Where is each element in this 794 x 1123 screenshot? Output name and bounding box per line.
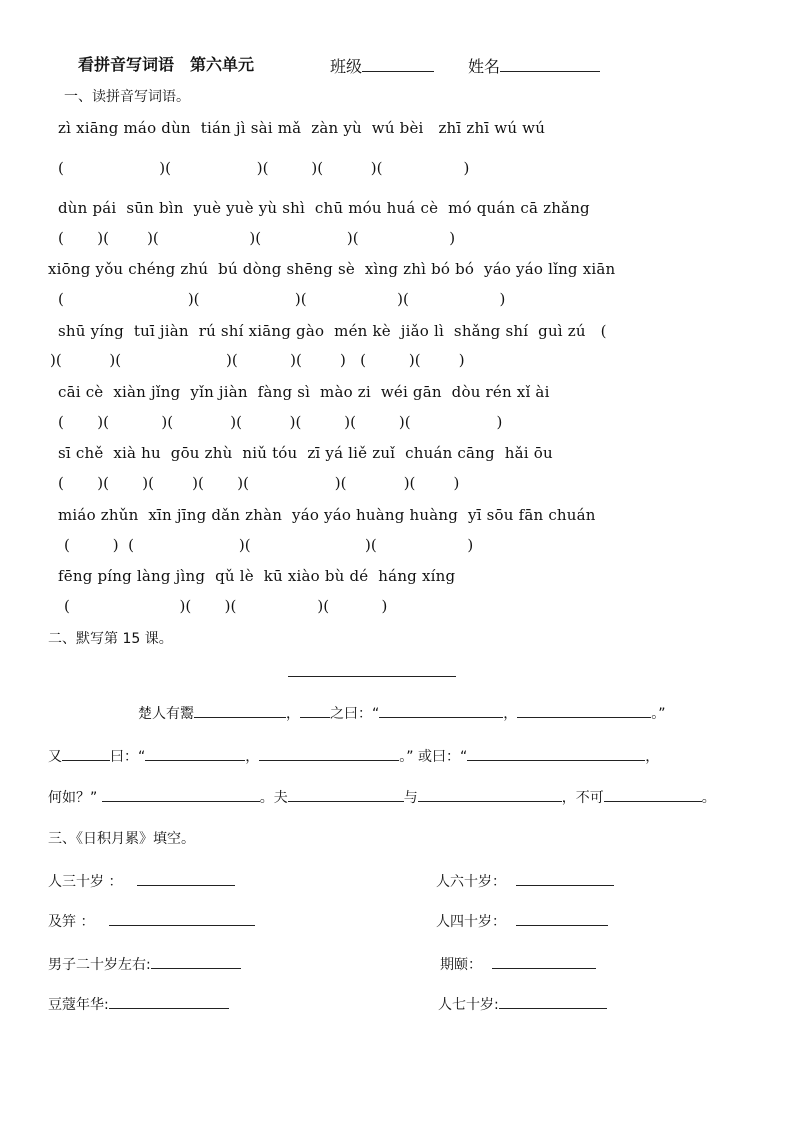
blank[interactable] [379, 703, 503, 718]
fill-item-right-1: 人六十岁： [436, 871, 614, 891]
fill-item-right-3: 期颐： [440, 954, 596, 974]
fill-item-left-4: 豆蔻年华: [48, 994, 229, 1014]
blank[interactable] [288, 787, 404, 802]
blank[interactable] [300, 703, 330, 718]
fill-item-left-2: 及笄 ： [48, 911, 255, 931]
blank[interactable] [151, 954, 241, 969]
blank[interactable] [517, 703, 651, 718]
bracket-row-1: ( )( )( )( )( ) [58, 159, 470, 177]
class-label: 班级 [330, 54, 434, 77]
pinyin-row-6: sī chě xià hu gōu zhù niǔ tóu zī yá liě zuǐ chuán cāng hǎi ōu [58, 444, 553, 462]
blank[interactable] [137, 871, 235, 886]
bracket-row-7: ( ) ( )( )( ) [64, 536, 474, 554]
blank[interactable] [516, 871, 614, 886]
bracket-row-2: ( )( )( )( )( ) [58, 229, 456, 247]
section2-heading: 二、默写第 15 课。 [48, 631, 173, 647]
fill-item-right-2: 人四十岁： [436, 911, 608, 931]
blank[interactable] [418, 787, 562, 802]
blank[interactable] [145, 746, 245, 761]
bracket-row-4: )( )( )( )( ) ( )( ) [50, 351, 465, 369]
blank[interactable] [492, 954, 596, 969]
blank[interactable] [499, 994, 607, 1009]
pinyin-row-4: shū yíng tuī jiàn rú shí xiāng gào mén kè jiǎo lì shǎng shí guì zú ( [58, 322, 607, 340]
bracket-row-6: ( )( )( )( )( )( )( ) [58, 474, 460, 492]
fill-item-left-1: 人三十岁 ： [48, 871, 235, 891]
bracket-row-5: ( )( )( )( )( )( )( ) [58, 413, 503, 431]
section1-heading: 一、读拼音写词语。 [64, 89, 190, 105]
recitation-line-1: 楚人有鬻 ， 之曰：“ ， 。” [138, 703, 666, 723]
pinyin-row-1: zì xiāng máo dùn tián jì sài mǎ zàn yù wú bèi zhī zhī wú wú [58, 119, 546, 137]
pinyin-row-5: cāi cè xiàn jǐng yǐn jiàn fàng sì mào zi wéi gān dòu rén xǐ ài [58, 383, 550, 401]
title-blank[interactable] [288, 676, 456, 677]
blank[interactable] [259, 746, 399, 761]
pinyin-row-3: xiōng yǒu chéng zhú bú dòng shēng sè xìng zhì bó bó yáo yáo lǐng xiān [48, 260, 616, 278]
blank[interactable] [604, 787, 702, 802]
blank[interactable] [109, 911, 255, 926]
blank[interactable] [102, 787, 260, 802]
blank[interactable] [194, 703, 286, 718]
section3-heading: 三、《日积月累》填空。 [48, 831, 195, 847]
blank[interactable] [109, 994, 229, 1009]
pinyin-row-8: fēng píng làng jìng qǔ lè kū xiào bù dé háng xíng [58, 567, 456, 585]
blank[interactable] [516, 911, 608, 926]
fill-item-right-4: 人七十岁: [438, 994, 607, 1014]
pinyin-row-2: dùn pái sūn bìn yuè yuè yù shì chū móu huá cè mó quán cā zhǎng [58, 199, 590, 217]
bracket-row-8: ( )( )( )( ) [64, 597, 388, 615]
fill-item-left-3: 男子二十岁左右: [48, 954, 241, 974]
page-title: 看拼音写词语 第六单元 [78, 55, 255, 74]
blank[interactable] [62, 746, 110, 761]
bracket-row-3: ( )( )( )( ) [58, 290, 506, 308]
name-label: 姓名 [468, 54, 600, 77]
recitation-line-3: 何如？” 。夫 与 ，不可 。 [48, 787, 716, 807]
pinyin-row-7: miáo zhǔn xīn jīng dǎn zhàn yáo yáo huàng huàng yī sōu fān chuán [58, 506, 596, 524]
blank[interactable] [467, 746, 645, 761]
recitation-line-2: 又 曰：“ ， 。” 或曰：“ ， [48, 746, 659, 766]
